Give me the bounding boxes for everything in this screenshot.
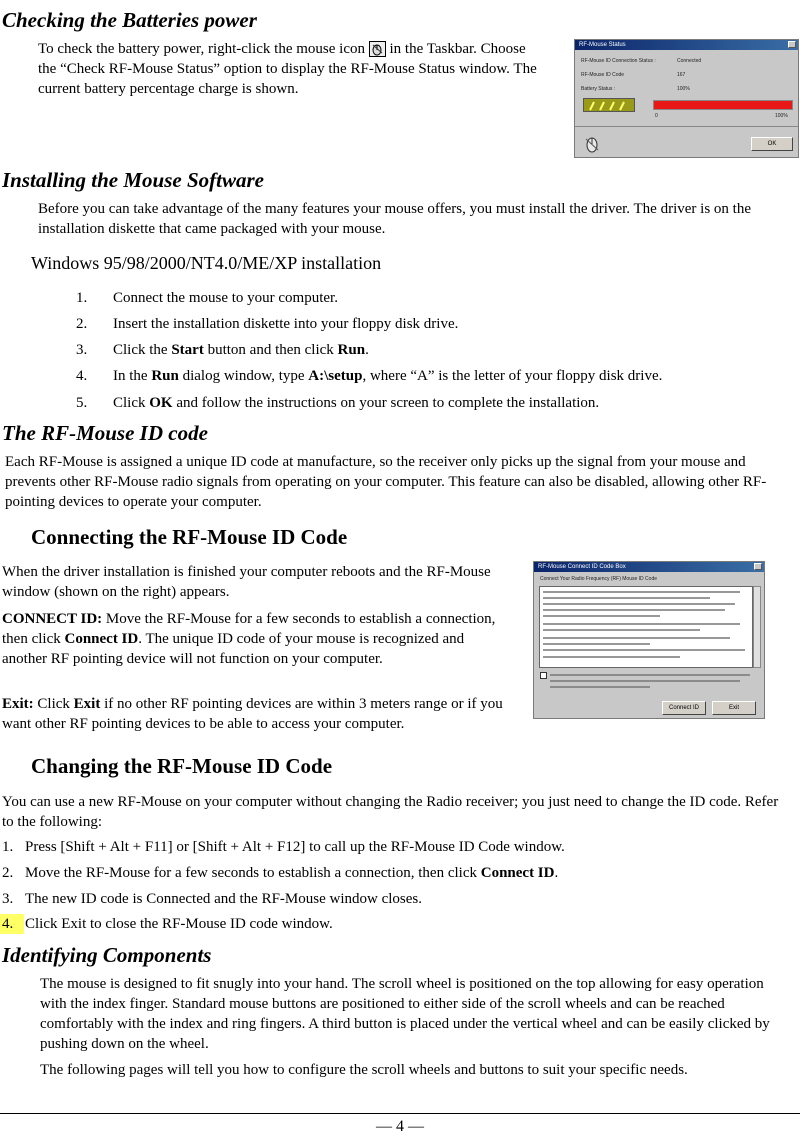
changing-paragraph: You can use a new RF-Mouse on your computer without changing the Radio receiver; you just need to change the ID code. Refer to the following: (2, 794, 779, 830)
mouse-taskbar-icon (369, 41, 386, 57)
install-step-2: Insert the installation diskette into your floppy disk drive. (113, 316, 459, 332)
rf-mouse-id-window (533, 561, 765, 719)
status-row3-value: 100% (677, 86, 690, 92)
idcode-paragraph: Each RF-Mouse is assigned a unique ID code at manufacture, so the receiver only picks up the signal from your mouse and prevents other RF-Mouse radio signals from operating on your computer. This feature can also be disabled, allowing other RF-pointing devices to operate your computer. (5, 454, 767, 510)
install-step-2-num: 2. (76, 316, 88, 332)
batteries-heading: Checking the Batteries power (2, 8, 257, 32)
mouse-icon (583, 135, 601, 153)
close-icon[interactable] (754, 563, 762, 570)
install-heading: Installing the Mouse Software (2, 168, 264, 192)
status-row3-label: Battery Status : (581, 86, 616, 92)
install-step-1: Connect the mouse to your computer. (113, 290, 338, 306)
install-step-4-num: 4. (76, 368, 88, 384)
battery-level-bar (653, 100, 793, 110)
battery-scale-min: 0 (655, 113, 658, 119)
footer-rule (0, 1113, 800, 1114)
connecting-heading: Connecting the RF-Mouse ID Code (31, 525, 348, 549)
install-step-5: Click OK and follow the instructions on your screen to complete the installation. (113, 395, 600, 411)
install-paragraph: Before you can take advantage of the many features your mouse offers, you must install the driver. The driver is on the installation diskette that came packaged with your mouse. (38, 201, 751, 237)
install-step-1-num: 1. (76, 290, 88, 306)
status-row2-label: RF-Mouse ID Code (581, 72, 625, 78)
change-step-1-num: 1. (2, 839, 14, 855)
change-step-4: Click Exit to close the RF-Mouse ID code window. (25, 916, 333, 932)
change-step-4-num: 4. (0, 914, 24, 934)
components-paragraph-2: The following pages will tell you how to configure the scroll wheels and buttons to suit your specific needs. (40, 1062, 688, 1078)
connect-id-paragraph: CONNECT ID: Move the RF-Mouse for a few seconds to establish a connection, then click Connect ID. The unique ID code of your mouse is recognized and another RF pointing device will not function on your computer. (2, 611, 496, 667)
checkbox-label (550, 672, 755, 696)
connecting-paragraph-1: When the driver installation is finished your computer reboots and the RF-Mouse window (shown on the right) appears. (2, 564, 491, 600)
rf-mouse-status-window (574, 39, 799, 158)
status-divider (575, 126, 798, 127)
page-number: — 4 — (376, 1118, 424, 1135)
install-step-3: Click the Start button and then click Run. (113, 342, 369, 358)
battery-icon (583, 98, 635, 112)
install-subheading: Windows 95/98/2000/NT4.0/ME/XP installation (31, 253, 382, 273)
batteries-text-1: To check the battery power, right-click the mouse icon (38, 41, 365, 57)
id-window-subtitle: Connect Your Radio Frequency (RF) Mouse ID Code (540, 576, 658, 582)
status-row1-label: RF-Mouse ID Connection Status : (581, 58, 656, 64)
id-window-titlebar: RF-Mouse Connect ID Code Box (534, 562, 764, 572)
ok-button[interactable]: OK (751, 137, 793, 151)
exit-paragraph: Exit: Click Exit if no other RF pointing devices are within 3 meters range or if you want other RF pointing devices to be able to access your computer. (2, 696, 503, 732)
changing-heading: Changing the RF-Mouse ID Code (31, 754, 333, 778)
change-step-2: Move the RF-Mouse for a few seconds to establish a connection, then click Connect ID. (25, 865, 559, 881)
install-step-5-num: 5. (76, 395, 88, 411)
scrollbar[interactable] (753, 586, 761, 668)
change-step-3-num: 3. (2, 891, 14, 907)
install-step-3-num: 3. (76, 342, 88, 358)
checkbox[interactable] (540, 672, 547, 679)
components-paragraph-1: The mouse is designed to fit snugly into your hand. The scroll wheel is positioned on the top allowing for easy operation with the index finger. Standard mouse buttons are positioned to either side of the scroll wheels and can be reached comfortably with the index and ring fingers. A third button is placed under the vertical wheel and can be easily clicked by pushing down on the wheel. (40, 976, 770, 1052)
batteries-text-2: in the Taskbar. Choose the “Check RF-Mouse Status” option to display the RF-Mouse Status window. The current battery percentage charge is shown. (38, 41, 537, 97)
id-window-text-area (539, 586, 753, 668)
connect-id-button[interactable]: Connect ID (662, 701, 706, 715)
exit-button[interactable]: Exit (712, 701, 756, 715)
status-window-titlebar: RF-Mouse Status (575, 40, 798, 50)
change-step-3: The new ID code is Connected and the RF-Mouse window closes. (25, 891, 423, 907)
status-row1-value: Connected (677, 58, 702, 64)
components-heading: Identifying Components (2, 943, 212, 967)
status-row2-value: 167 (677, 72, 686, 78)
battery-scale-max: 100% (775, 113, 788, 119)
close-icon[interactable] (788, 41, 796, 48)
change-step-1: Press [Shift + Alt + F11] or [Shift + Alt + F12] to call up the RF-Mouse ID Code window. (25, 839, 565, 855)
change-step-2-num: 2. (2, 865, 14, 881)
batteries-paragraph (38, 39, 538, 99)
idcode-heading: The RF-Mouse ID code (2, 421, 208, 445)
install-step-4: In the Run dialog window, type A:\setup, where “A” is the letter of your floppy disk drive. (113, 368, 663, 384)
